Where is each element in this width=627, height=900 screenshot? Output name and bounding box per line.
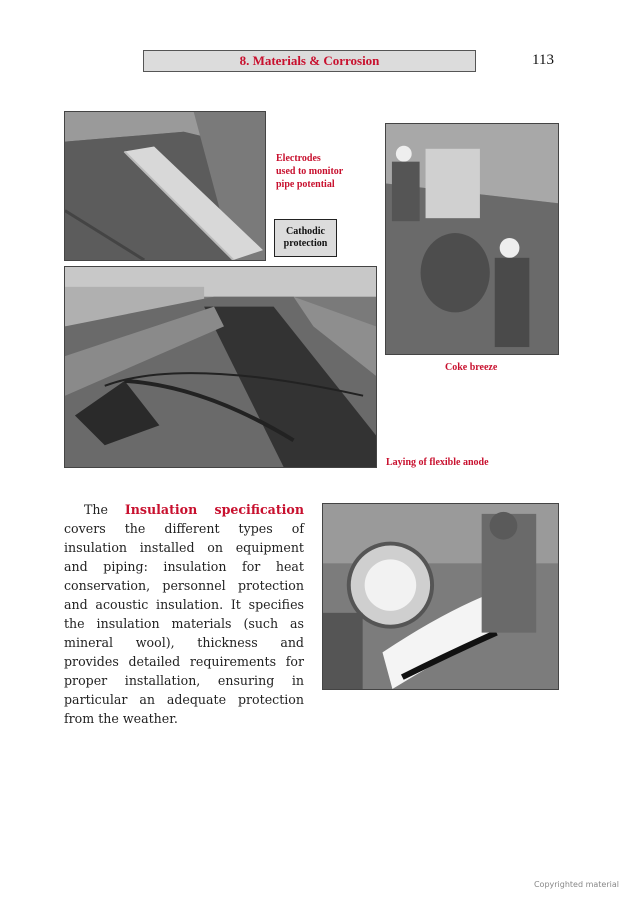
copyright-notice: Copyrighted material <box>533 880 619 889</box>
electrodes-caption: Electrodes used to monitor pipe potential <box>276 153 344 190</box>
coke-breeze-caption: Coke breeze <box>445 362 498 373</box>
pipe-insulation-photo <box>322 503 559 690</box>
pipeline-trench-photo <box>64 111 266 261</box>
chapter-title: 8. Materials & Corrosion <box>143 50 476 72</box>
insulation-specification-highlight: Insulation specification <box>124 502 304 517</box>
page-number: 113 <box>532 52 554 68</box>
flexible-anode-caption: Laying of flexible anode <box>386 457 489 468</box>
coke-breeze-photo <box>385 123 559 355</box>
insulation-paragraph: The Insulation specification covers the different types of insulation installed on equipment and piping: insulation for heat conservation, personnel protection and acoustic insulation. It specifies the insulation materials (such as mineral wool), thickness and provides detailed requirements for proper installation, ensuring in particular an adequate protection from the weather. <box>64 502 304 726</box>
flexible-anode-trench-photo <box>64 266 377 468</box>
cathodic-protection-label: Cathodic protection <box>274 219 337 257</box>
